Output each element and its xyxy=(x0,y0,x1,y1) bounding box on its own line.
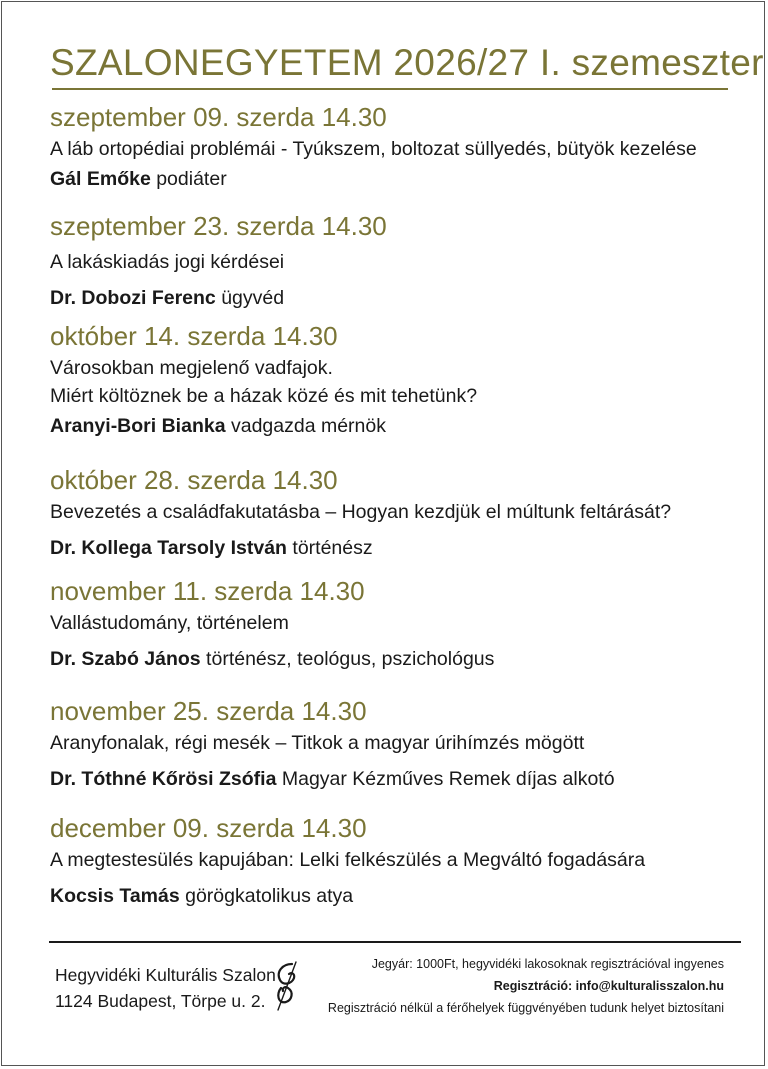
speaker-name: Gál Emőke xyxy=(50,168,151,190)
speaker-name: Dr. Kollega Tarsoly István xyxy=(50,537,287,559)
organizer-block xyxy=(55,962,276,1014)
event-topic: A lakáskiadás jogi kérdései xyxy=(50,251,285,273)
footer-divider xyxy=(49,941,741,943)
event-speaker xyxy=(50,412,750,440)
organizer-address: 1124 Budapest, Törpe u. 2. xyxy=(55,991,266,1011)
event-topic: Vallástudomány, történelem xyxy=(50,612,289,634)
event-item xyxy=(50,101,750,193)
event-date: szeptember 23. szerda 14.30 xyxy=(50,211,387,241)
event-topic: Miért költöznek be a házak közé és mit tehetünk? xyxy=(50,385,478,407)
page-title: SZALONEGYETEM 2026/27 I. szemeszter xyxy=(50,42,764,83)
registration-note: Regisztráció nélkül a férőhelyek függvényében tudunk helyet biztosítani xyxy=(327,1001,724,1015)
ticket-info-block xyxy=(328,953,724,1019)
event-item xyxy=(50,575,750,673)
speaker-role: Magyar Kézműves Remek díjas alkotó xyxy=(276,768,615,790)
event-speaker xyxy=(50,645,750,673)
event-date: szeptember 09. szerda 14.30 xyxy=(50,102,387,132)
event-date: november 25. szerda 14.30 xyxy=(50,696,367,726)
event-speaker xyxy=(50,534,750,562)
event-item xyxy=(50,812,750,910)
ticket-price: Jegyár: 1000Ft, hegyvidéki lakosoknak regisztrációval ingyenes xyxy=(371,957,724,971)
event-item xyxy=(50,320,750,440)
event-speaker xyxy=(50,882,750,910)
registration-contact[interactable]: Regisztráció: info@kulturalisszalon.hu xyxy=(493,979,724,993)
speaker-name: Aranyi-Bori Bianka xyxy=(50,415,226,437)
speaker-role: vadgazda mérnök xyxy=(225,415,386,437)
event-topic: A megtestesülés kapujában: Lelki felkészülés a Megváltó fogadására xyxy=(50,849,646,871)
speaker-name: Dr. Szabó János xyxy=(50,648,201,670)
butterfly-logo-icon xyxy=(272,958,300,1014)
speaker-role: történész, teológus, pszichológus xyxy=(200,648,495,670)
event-item xyxy=(50,464,750,562)
event-date: október 14. szerda 14.30 xyxy=(50,321,338,351)
event-date: december 09. szerda 14.30 xyxy=(50,813,367,843)
event-date: október 28. szerda 14.30 xyxy=(50,465,338,495)
event-topic: Aranyfonalak, régi mesék – Titkok a magyar úrihímzés mögött xyxy=(50,732,585,754)
title-underline xyxy=(52,88,728,90)
organizer-name: Hegyvidéki Kulturális Szalon xyxy=(55,965,276,985)
event-item xyxy=(50,210,750,312)
event-speaker xyxy=(50,284,750,312)
speaker-name: Dr. Tóthné Kőrösi Zsófia xyxy=(50,768,277,790)
event-topic: A láb ortopédiai problémái - Tyúkszem, boltozat süllyedés, bütyök kezelése xyxy=(50,138,697,160)
speaker-role: történész xyxy=(286,537,373,559)
event-speaker xyxy=(50,765,750,793)
speaker-name: Kocsis Tamás xyxy=(50,885,180,907)
speaker-role: ügyvéd xyxy=(215,287,285,309)
event-topic: Bevezetés a családfakutatásba – Hogyan kezdjük el múltunk feltárását? xyxy=(50,501,672,523)
event-speaker xyxy=(50,165,750,193)
speaker-role: podiáter xyxy=(150,168,227,190)
speaker-name: Dr. Dobozi Ferenc xyxy=(50,287,216,309)
event-date: november 11. szerda 14.30 xyxy=(50,576,365,606)
speaker-role: görögkatolikus atya xyxy=(179,885,354,907)
event-item xyxy=(50,695,750,793)
event-topic: Városokban megjelenő vadfajok. xyxy=(50,357,333,379)
